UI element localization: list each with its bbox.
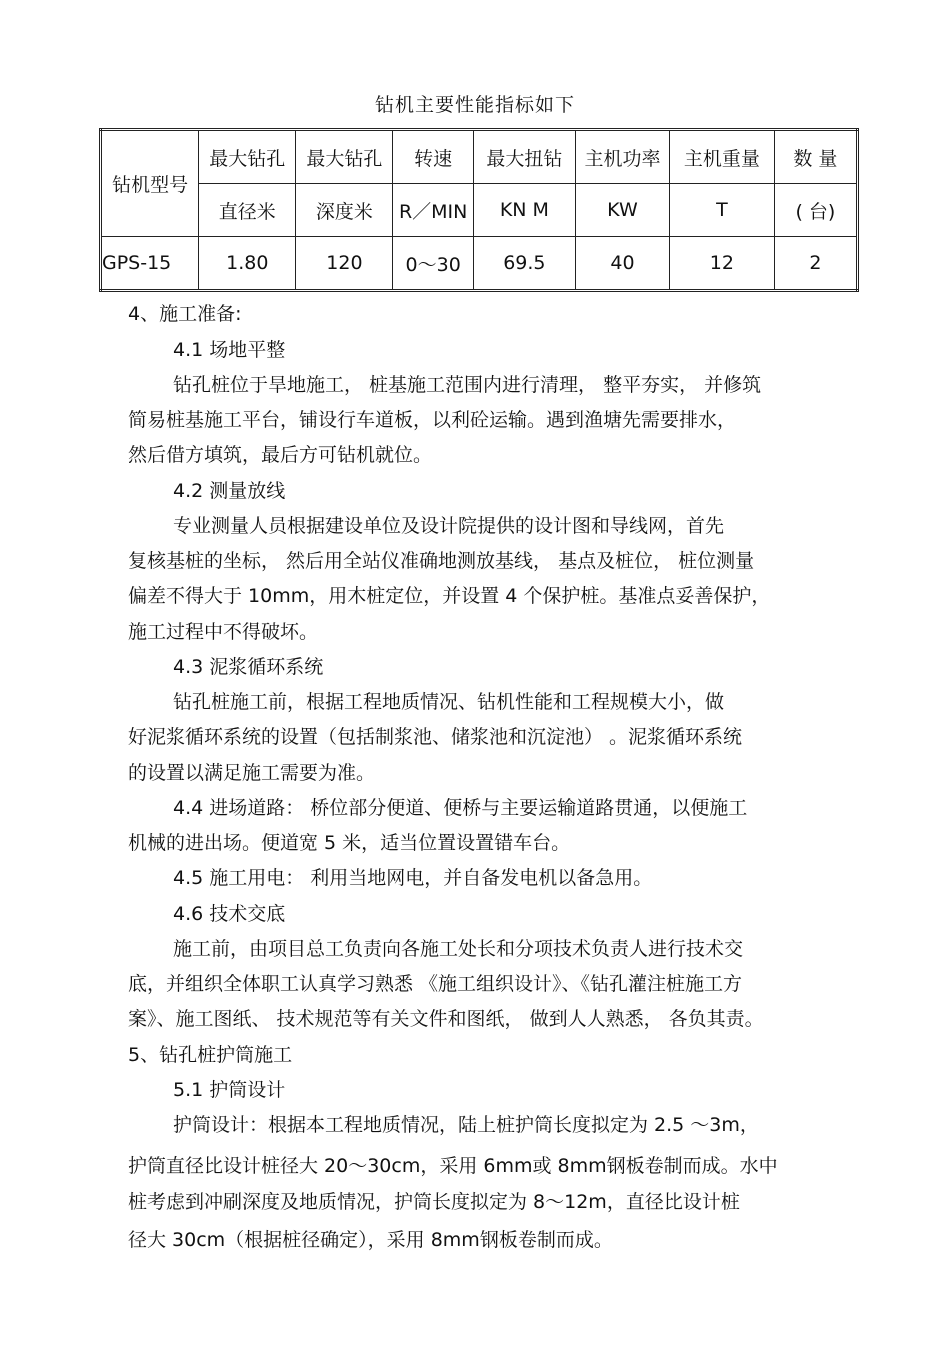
- paragraph-line: 好泥浆循环系统的设置（包括制浆池、储浆池和沉淀池） 。泥浆循环系统: [128, 726, 743, 748]
- header-speed: 转速: [393, 130, 473, 184]
- cell-model: GPS-15: [101, 237, 199, 291]
- subsection-4-3-heading: 4.3 泥浆循环系统: [173, 656, 324, 678]
- cell-power: 40: [575, 237, 669, 291]
- paragraph-line: 施工过程中不得破坏。: [128, 621, 319, 643]
- drill-spec-table: [99, 128, 859, 292]
- header-max-depth: 最大钻孔: [296, 130, 393, 184]
- header-quantity: 数 量: [774, 130, 857, 184]
- paragraph-line: 施工前，由项目总工负责向各施工处长和分项技术负责人进行技术交: [173, 938, 744, 960]
- cell-torque: 69.5: [473, 237, 575, 291]
- paragraph-line: 然后借方填筑，最后方可钻机就位。: [128, 444, 433, 466]
- header-drill-model: 钻机型号: [101, 130, 199, 237]
- paragraph-line: 钻孔桩施工前，根据工程地质情况、钻机性能和工程规模大小，做: [173, 691, 725, 713]
- header-weight: 主机重量: [669, 130, 774, 184]
- paragraph-line: 简易桩基施工平台，铺设行车道板，以利砼运输。遇到渔塘先需要排水，: [128, 409, 737, 431]
- paragraph-line: 底，并组织全体职工认真学习熟悉 《施工组织设计》、《钻孔灌注桩施工方: [128, 973, 743, 995]
- paragraph-line: 护筒设计：根据本工程地质情况，陆上桩护筒长度拟定为 2.5 ～3m，: [173, 1114, 759, 1136]
- paragraph-line: 的设置以满足施工需要为准。: [128, 762, 376, 784]
- unit-depth: 深度米: [296, 184, 393, 237]
- unit-torque: KN M: [473, 184, 575, 237]
- unit-quantity: ( 台): [774, 184, 857, 237]
- paragraph-line: 径大 30cm（根据桩径确定），采用 8mm钢板卷制而成。: [128, 1229, 613, 1251]
- unit-diameter: 直径米: [199, 184, 296, 237]
- subsection-5-1-heading: 5.1 护筒设计: [173, 1079, 286, 1101]
- cell-depth: 120: [296, 237, 393, 291]
- cell-quantity: 2: [774, 237, 857, 291]
- paragraph-line: 机械的进出场。便道宽 5 米，适当位置设置错车台。: [128, 832, 571, 854]
- paragraph-line: 案》、施工图纸、 技术规范等有关文件和图纸， 做到人人熟悉， 各负其责。: [128, 1008, 764, 1030]
- subsection-4-5-line: 4.5 施工用电： 利用当地网电，并自备发电机以备急用。: [173, 867, 653, 889]
- cell-speed: 0～30: [393, 237, 473, 291]
- header-max-diameter: 最大钻孔: [199, 130, 296, 184]
- subsection-4-1-heading: 4.1 场地平整: [173, 339, 286, 361]
- table-caption: 钻机主要性能指标如下: [374, 94, 575, 116]
- section-5-heading: 5、钻孔桩护筒施工: [128, 1044, 293, 1066]
- header-power: 主机功率: [575, 130, 669, 184]
- paragraph-line: 钻孔桩位于旱地施工， 桩基施工范围内进行清理， 整平夯实， 并修筑: [173, 374, 762, 396]
- paragraph-line: 专业测量人员根据建设单位及设计院提供的设计图和导线网，首先: [173, 515, 725, 537]
- paragraph-line: 护筒直径比设计桩径大 20～30cm，采用 6mm或 8mm钢板卷制而成。水中: [128, 1155, 778, 1177]
- paragraph-line: 偏差不得大于 10mm，用木桩定位，并设置 4 个保护桩。基准点妥善保护，: [128, 585, 771, 607]
- paragraph-line: 复核基桩的坐标， 然后用全站仪准确地测放基线， 基点及桩位， 桩位测量: [128, 550, 755, 572]
- unit-weight: T: [669, 184, 774, 237]
- section-4-heading: 4、施工准备:: [128, 303, 242, 325]
- cell-diameter: 1.80: [199, 237, 296, 291]
- unit-speed: R／MIN: [393, 184, 473, 237]
- table-row: [101, 237, 858, 291]
- subsection-4-6-heading: 4.6 技术交底: [173, 903, 286, 925]
- paragraph-line: 桩考虑到冲刷深度及地质情况，护筒长度拟定为 8～12m，直径比设计桩: [128, 1191, 740, 1213]
- cell-weight: 12: [669, 237, 774, 291]
- unit-power: KW: [575, 184, 669, 237]
- subsection-4-2-heading: 4.2 测量放线: [173, 480, 286, 502]
- subsection-4-4-line: 4.4 进场道路： 桥位部分便道、便桥与主要运输道路贯通，以便施工: [173, 797, 748, 819]
- header-max-torque: 最大扭钻: [473, 130, 575, 184]
